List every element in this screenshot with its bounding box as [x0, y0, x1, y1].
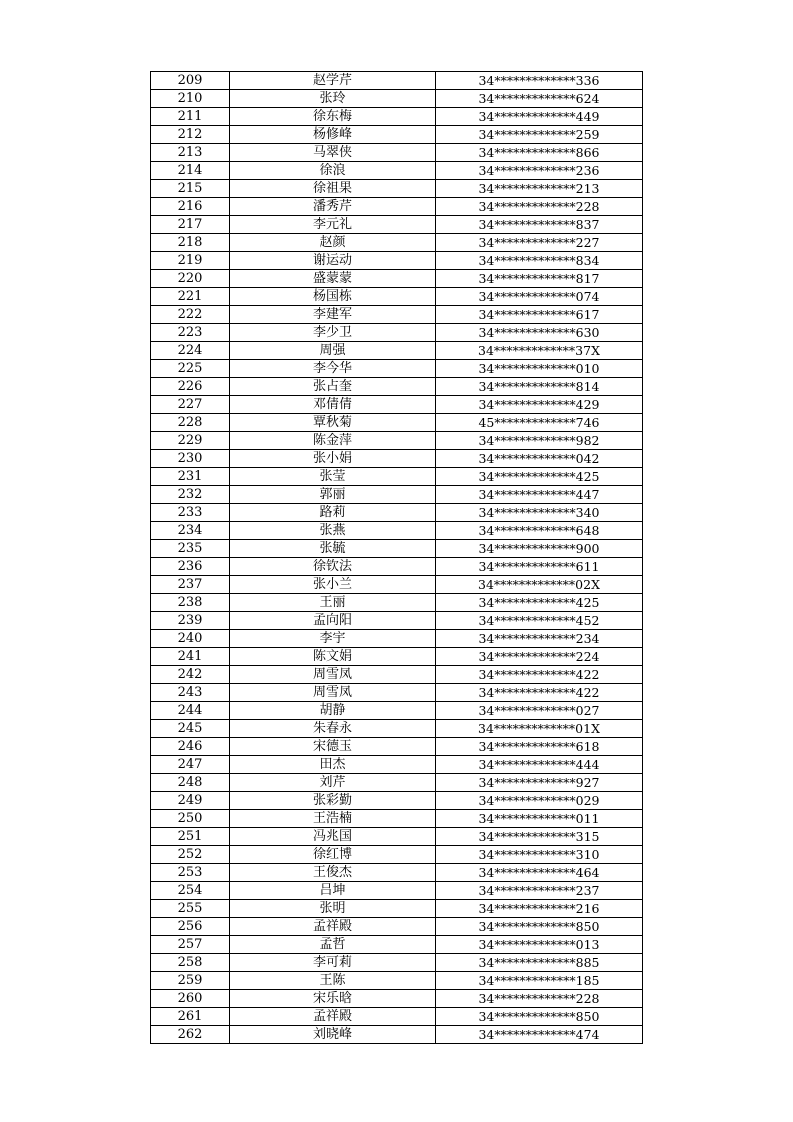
table-row: [151, 666, 643, 684]
id-number-cell: 34*************236: [436, 162, 643, 180]
table-row: [151, 810, 643, 828]
name-cell: 胡静: [230, 702, 436, 720]
row-number-cell: 223: [151, 324, 230, 342]
id-number-cell: 34*************617: [436, 306, 643, 324]
row-number-cell: 212: [151, 126, 230, 144]
name-cell: 盛蒙蒙: [230, 270, 436, 288]
table-row: [151, 684, 643, 702]
name-cell: 李少卫: [230, 324, 436, 342]
id-number-cell: 34*************013: [436, 936, 643, 954]
row-number-cell: 260: [151, 990, 230, 1008]
table-row: [151, 414, 643, 432]
table-row: [151, 486, 643, 504]
id-number-cell: 34*************900: [436, 540, 643, 558]
name-cell: 孟祥殿: [230, 1008, 436, 1026]
name-cell: 张明: [230, 900, 436, 918]
table-row: [151, 738, 643, 756]
name-cell: 李元礼: [230, 216, 436, 234]
id-number-cell: 34*************310: [436, 846, 643, 864]
row-number-cell: 232: [151, 486, 230, 504]
table-row: [151, 954, 643, 972]
row-number-cell: 222: [151, 306, 230, 324]
name-cell: 冯兆国: [230, 828, 436, 846]
roster-table: [150, 71, 643, 1044]
name-cell: 陈文娟: [230, 648, 436, 666]
name-cell: 周雪凤: [230, 684, 436, 702]
name-cell: 张莹: [230, 468, 436, 486]
row-number-cell: 216: [151, 198, 230, 216]
name-cell: 陈金萍: [230, 432, 436, 450]
id-number-cell: 34*************837: [436, 216, 643, 234]
id-number-cell: 34*************237: [436, 882, 643, 900]
id-number-cell: 34*************850: [436, 918, 643, 936]
id-number-cell: 34*************630: [436, 324, 643, 342]
name-cell: 张小娟: [230, 450, 436, 468]
row-number-cell: 242: [151, 666, 230, 684]
name-cell: 徐祖果: [230, 180, 436, 198]
row-number-cell: 239: [151, 612, 230, 630]
row-number-cell: 233: [151, 504, 230, 522]
name-cell: 杨国栋: [230, 288, 436, 306]
name-cell: 田杰: [230, 756, 436, 774]
roster-table-body: [151, 72, 643, 1044]
row-number-cell: 250: [151, 810, 230, 828]
table-row: [151, 594, 643, 612]
table-row: [151, 828, 643, 846]
id-number-cell: 34*************259: [436, 126, 643, 144]
row-number-cell: 235: [151, 540, 230, 558]
row-number-cell: 218: [151, 234, 230, 252]
id-number-cell: 34*************429: [436, 396, 643, 414]
id-number-cell: 34*************449: [436, 108, 643, 126]
table-row: [151, 360, 643, 378]
table-row: [151, 72, 643, 90]
name-cell: 周强: [230, 342, 436, 360]
table-row: [151, 540, 643, 558]
id-number-cell: 34*************611: [436, 558, 643, 576]
table-row: [151, 882, 643, 900]
id-number-cell: 34*************336: [436, 72, 643, 90]
id-number-cell: 34*************224: [436, 648, 643, 666]
id-number-cell: 34*************01X: [436, 720, 643, 738]
table-row: [151, 108, 643, 126]
table-row: [151, 756, 643, 774]
table-row: [151, 144, 643, 162]
row-number-cell: 253: [151, 864, 230, 882]
name-cell: 杨修峰: [230, 126, 436, 144]
table-row: [151, 900, 643, 918]
id-number-cell: 34*************444: [436, 756, 643, 774]
row-number-cell: 258: [151, 954, 230, 972]
id-number-cell: 34*************010: [436, 360, 643, 378]
table-row: [151, 432, 643, 450]
table-row: [151, 306, 643, 324]
id-number-cell: 34*************02X: [436, 576, 643, 594]
name-cell: 郭丽: [230, 486, 436, 504]
table-row: [151, 972, 643, 990]
id-number-cell: 34*************834: [436, 252, 643, 270]
name-cell: 徐东梅: [230, 108, 436, 126]
row-number-cell: 262: [151, 1026, 230, 1044]
name-cell: 李建军: [230, 306, 436, 324]
table-row: [151, 270, 643, 288]
id-number-cell: 34*************029: [436, 792, 643, 810]
table-row: [151, 1008, 643, 1026]
row-number-cell: 256: [151, 918, 230, 936]
name-cell: 王俊杰: [230, 864, 436, 882]
row-number-cell: 241: [151, 648, 230, 666]
id-number-cell: 34*************624: [436, 90, 643, 108]
table-row: [151, 702, 643, 720]
table-row: [151, 324, 643, 342]
id-number-cell: 34*************648: [436, 522, 643, 540]
id-number-cell: 34*************185: [436, 972, 643, 990]
id-number-cell: 34*************074: [436, 288, 643, 306]
table-row: [151, 504, 643, 522]
name-cell: 朱春永: [230, 720, 436, 738]
name-cell: 刘芹: [230, 774, 436, 792]
id-number-cell: 34*************850: [436, 1008, 643, 1026]
table-row: [151, 576, 643, 594]
name-cell: 徐钦法: [230, 558, 436, 576]
id-number-cell: 34*************452: [436, 612, 643, 630]
id-number-cell: 34*************464: [436, 864, 643, 882]
row-number-cell: 220: [151, 270, 230, 288]
id-number-cell: 34*************618: [436, 738, 643, 756]
row-number-cell: 255: [151, 900, 230, 918]
name-cell: 周雪凤: [230, 666, 436, 684]
table-row: [151, 468, 643, 486]
table-row: [151, 522, 643, 540]
name-cell: 张彩勤: [230, 792, 436, 810]
table-row: [151, 918, 643, 936]
row-number-cell: 210: [151, 90, 230, 108]
id-number-cell: 34*************814: [436, 378, 643, 396]
row-number-cell: 261: [151, 1008, 230, 1026]
table-row: [151, 216, 643, 234]
id-number-cell: 34*************042: [436, 450, 643, 468]
row-number-cell: 247: [151, 756, 230, 774]
row-number-cell: 246: [151, 738, 230, 756]
id-number-cell: 34*************227: [436, 234, 643, 252]
row-number-cell: 257: [151, 936, 230, 954]
name-cell: 张玲: [230, 90, 436, 108]
name-cell: 赵颜: [230, 234, 436, 252]
table-row: [151, 162, 643, 180]
row-number-cell: 244: [151, 702, 230, 720]
id-number-cell: 34*************447: [436, 486, 643, 504]
id-number-cell: 34*************315: [436, 828, 643, 846]
table-row: [151, 558, 643, 576]
row-number-cell: 249: [151, 792, 230, 810]
name-cell: 刘晓峰: [230, 1026, 436, 1044]
row-number-cell: 245: [151, 720, 230, 738]
table-row: [151, 846, 643, 864]
name-cell: 张毓: [230, 540, 436, 558]
name-cell: 马翠侠: [230, 144, 436, 162]
id-number-cell: 34*************011: [436, 810, 643, 828]
table-row: [151, 234, 643, 252]
row-number-cell: 254: [151, 882, 230, 900]
id-number-cell: 34*************474: [436, 1026, 643, 1044]
row-number-cell: 221: [151, 288, 230, 306]
table-row: [151, 450, 643, 468]
name-cell: 路莉: [230, 504, 436, 522]
name-cell: 王丽: [230, 594, 436, 612]
table-row: [151, 180, 643, 198]
table-row: [151, 252, 643, 270]
row-number-cell: 213: [151, 144, 230, 162]
name-cell: 宋德玉: [230, 738, 436, 756]
name-cell: 张小兰: [230, 576, 436, 594]
name-cell: 赵学芹: [230, 72, 436, 90]
row-number-cell: 243: [151, 684, 230, 702]
row-number-cell: 227: [151, 396, 230, 414]
row-number-cell: 211: [151, 108, 230, 126]
row-number-cell: 230: [151, 450, 230, 468]
table-row: [151, 648, 643, 666]
id-number-cell: 34*************213: [436, 180, 643, 198]
name-cell: 李今华: [230, 360, 436, 378]
row-number-cell: 228: [151, 414, 230, 432]
name-cell: 李宇: [230, 630, 436, 648]
name-cell: 张占奎: [230, 378, 436, 396]
id-number-cell: 34*************37X: [436, 342, 643, 360]
table-row: [151, 990, 643, 1008]
table-row: [151, 1026, 643, 1044]
row-number-cell: 214: [151, 162, 230, 180]
id-number-cell: 45*************746: [436, 414, 643, 432]
table-row: [151, 936, 643, 954]
name-cell: 孟哲: [230, 936, 436, 954]
table-row: [151, 378, 643, 396]
name-cell: 王浩楠: [230, 810, 436, 828]
name-cell: 覃秋菊: [230, 414, 436, 432]
name-cell: 吕坤: [230, 882, 436, 900]
name-cell: 谢运动: [230, 252, 436, 270]
table-row: [151, 774, 643, 792]
table-row: [151, 612, 643, 630]
id-number-cell: 34*************425: [436, 468, 643, 486]
row-number-cell: 248: [151, 774, 230, 792]
table-row: [151, 396, 643, 414]
row-number-cell: 237: [151, 576, 230, 594]
row-number-cell: 231: [151, 468, 230, 486]
id-number-cell: 34*************425: [436, 594, 643, 612]
name-cell: 孟祥殿: [230, 918, 436, 936]
row-number-cell: 209: [151, 72, 230, 90]
id-number-cell: 34*************234: [436, 630, 643, 648]
name-cell: 王陈: [230, 972, 436, 990]
name-cell: 邓倩倩: [230, 396, 436, 414]
id-number-cell: 34*************927: [436, 774, 643, 792]
id-number-cell: 34*************228: [436, 990, 643, 1008]
id-number-cell: 34*************422: [436, 666, 643, 684]
table-row: [151, 288, 643, 306]
id-number-cell: 34*************228: [436, 198, 643, 216]
name-cell: 李可莉: [230, 954, 436, 972]
table-row: [151, 90, 643, 108]
id-number-cell: 34*************340: [436, 504, 643, 522]
name-cell: 孟向阳: [230, 612, 436, 630]
table-row: [151, 720, 643, 738]
id-number-cell: 34*************817: [436, 270, 643, 288]
table-row: [151, 126, 643, 144]
row-number-cell: 259: [151, 972, 230, 990]
row-number-cell: 217: [151, 216, 230, 234]
id-number-cell: 34*************422: [436, 684, 643, 702]
id-number-cell: 34*************885: [436, 954, 643, 972]
row-number-cell: 238: [151, 594, 230, 612]
name-cell: 张燕: [230, 522, 436, 540]
table-row: [151, 198, 643, 216]
id-number-cell: 34*************982: [436, 432, 643, 450]
row-number-cell: 215: [151, 180, 230, 198]
row-number-cell: 229: [151, 432, 230, 450]
row-number-cell: 234: [151, 522, 230, 540]
row-number-cell: 251: [151, 828, 230, 846]
name-cell: 潘秀芹: [230, 198, 436, 216]
row-number-cell: 236: [151, 558, 230, 576]
row-number-cell: 252: [151, 846, 230, 864]
id-number-cell: 34*************216: [436, 900, 643, 918]
id-number-cell: 34*************866: [436, 144, 643, 162]
name-cell: 徐红博: [230, 846, 436, 864]
row-number-cell: 240: [151, 630, 230, 648]
table-row: [151, 864, 643, 882]
table-row: [151, 792, 643, 810]
row-number-cell: 219: [151, 252, 230, 270]
name-cell: 徐浪: [230, 162, 436, 180]
row-number-cell: 225: [151, 360, 230, 378]
row-number-cell: 226: [151, 378, 230, 396]
name-cell: 宋乐晗: [230, 990, 436, 1008]
table-row: [151, 630, 643, 648]
table-row: [151, 342, 643, 360]
id-number-cell: 34*************027: [436, 702, 643, 720]
row-number-cell: 224: [151, 342, 230, 360]
